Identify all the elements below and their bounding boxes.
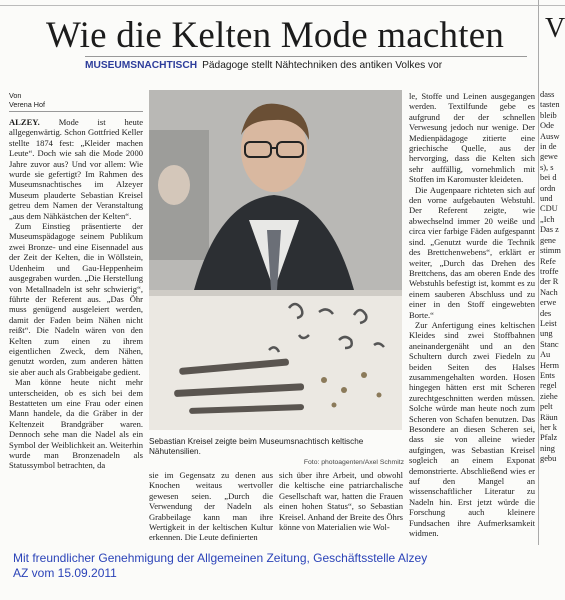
right-column-line: pelt [540, 402, 553, 412]
right-column-line: regel [540, 381, 557, 391]
photo-caption: Sebastian Kreisel zeigte beim Museumsnachtisch keltische Nähutensilien. [149, 437, 364, 456]
right-column-line: her k [540, 423, 557, 432]
right-column-line: erwe [540, 298, 557, 308]
paragraph-text: Mode ist heute allgegenwärtig. Schon Gottfried Keller stellte 1874 fest: „Kleider machen Leute“. Doch wie sah die Mode 2000 Jahre zuvor aus? Und vor allem: Wie wurde sie gefertigt? Im Rahmen des Museumsnachtisches im Alzeyer Museum plauderte Sebastian Kreisel getreu dem Namen der Veranstaltung „aus dem Nähkästchen der Kelten“. [9, 117, 143, 221]
kicker-rule [85, 56, 527, 57]
right-column-line: Räun [540, 412, 558, 422]
right-column-line: Refe [540, 256, 556, 266]
right-column-line: Pfalz [540, 433, 558, 443]
paragraph [9, 117, 143, 221]
byline [9, 91, 45, 109]
right-column-line: troffe [540, 266, 559, 276]
right-column-line: Leist [540, 318, 557, 328]
right-column-line: s), s [540, 162, 554, 172]
photo-credit: Foto: photoagenten/Axel Schmitz [303, 459, 404, 466]
right-column-line: Ents [540, 370, 555, 380]
photo-illustration [149, 90, 402, 430]
right-column-line: Ode [540, 121, 554, 131]
kicker [85, 60, 442, 71]
byline-name: Verena Hof [9, 100, 45, 109]
right-column-line: ordn [540, 183, 556, 193]
paragraph: sich über ihre Arbeit, und obwohl die keltische eine patriarchalische Gesellschaft war, hatten die Frauen einen hohen Status“, so Sebastian Kreisel. Anhand der Breite des Öhrs könne von Materialien wie Wol- [279, 470, 403, 533]
right-column-line: Stanc [540, 339, 559, 349]
article-column-4 [409, 91, 535, 547]
right-column-line: CDU [540, 204, 558, 214]
paragraph: Zum Einstieg präsentierte der Museumspädagoge seinem Publikum zwei Bronze- und eine Eisennadel aus der Zeit der Kelten, die in Wöllstein, Udenheim und Gau-Heppenheim ausgegraben wurden. „Die Herstellung von Metallnadeln ist sehr schwierig“, führte der Referent aus. „Das Öhr muss genügend ausgeleiert werden, damit der Faden beim Nähen nicht reißt“. Die Nadeln wären von den Kelten zum einen zu ihrem eigentlichen Zweck, dem Nähen, genutzt worden, zum anderen hätten sie aber auch als Grabbeigabe gedient. [9, 221, 143, 377]
right-column-fragment [540, 90, 565, 465]
right-column-line: Au [540, 350, 551, 360]
right-column-line: bei d [540, 173, 557, 183]
dateline: ALZEY. [9, 117, 40, 127]
right-column-line: tasten [540, 100, 560, 110]
right-column-line: des [540, 308, 552, 318]
right-column-line: ziehe [540, 391, 558, 401]
right-column-line: bleib [540, 110, 557, 120]
top-rule [0, 5, 565, 6]
paragraph: Die Augenpaare richteten sich auf den vorne aufgebauten Webstuhl. Der Referent zeigte, wie abwechselnd immer 20 weiße und circa vier farbige Fäden aufgespannt sind. „Genutzt wurde die Technik des Brettchenwebens“, erklärt er weiter, „Durch das Drehen des Brettchens, das am oberen Ende des Webstuhls befestigt ist, kommt es zu einem sauberen Abschluss und zu einer in den Stoff eingewebten Borte.“ [409, 184, 535, 320]
right-column-line: Nach [540, 287, 558, 297]
column-divider [538, 0, 539, 545]
article-column-2 [149, 470, 273, 550]
right-column-line: ung [540, 329, 553, 339]
footer-date: AZ vom 15.09.2011 [13, 566, 117, 580]
kicker-text: Pädagoge stellt Nähtechniken des antiken Volkes vor [202, 60, 443, 71]
right-column-line: Das z [540, 225, 559, 235]
right-column-line: und [540, 194, 553, 204]
right-column-line: „Ich [540, 214, 555, 224]
right-column-line: gewe [540, 152, 558, 162]
paragraph: le, Stoffe und Leinen ausgegangen werden. Textilfunde gebe es aufgrund der der schnellen Verwesung jedoch nur wenige. Der Medienpädagoge zitierte eine griechische Quelle, aus der hervorging, dass die Kelten sich sehr auffällig, vornehmlich mit Stoffen im Karomuster kleideten. [409, 91, 535, 185]
right-column-line: Ausw [540, 131, 560, 141]
kicker-label: MUSEUMSNACHTISCH [85, 60, 198, 71]
byline-rule [9, 111, 143, 112]
right-column-line: gene [540, 235, 556, 245]
right-headline-fragment: V [545, 13, 565, 44]
right-column-line: stimm [540, 246, 561, 256]
footer-permission: Mit freundlicher Genehmigung der Allgemeinen Zeitung, Geschäftsstelle Alzey [13, 551, 428, 565]
right-column-line: der R [540, 277, 559, 287]
paragraph: sie im Gegensatz zu denen aus Knochen weitaus wertvoller gewesen seien. „Durch die Verwendung der Nadeln als Grabbeilage kann man ihre Wertigkeit in der keltischen Kultur erkennen. Die Leute definierten [149, 470, 273, 543]
right-column-line: in de [540, 142, 557, 152]
right-column-line: Herm [540, 360, 560, 370]
right-column-line: ning [540, 443, 555, 453]
article-column-1 [9, 117, 143, 547]
right-column-line: gebu [540, 454, 557, 464]
headline: Wie die Kelten Mode machten [46, 15, 505, 56]
article-column-3 [279, 470, 403, 550]
article-photo [149, 90, 402, 430]
paragraph: Man könne heute nicht mehr unterscheiden, ob es sich bei dem Bestatteten um eine Frau oder einen Mann handele, da die Gräber in der Keltenzeit Brandgräber waren. Dennoch sehe man die Nadel als ein Symbol der Weiblichkeit an. Weiterhin wurde man Bronzenadeln als Statussymbol betrachten, da [9, 377, 143, 471]
paragraph: Zur Anfertigung eines keltischen Kleides sind zwei Stoffbahnen aneinandergenäht und an den Schultern durch zwei Fiedeln zu beiden Seiten des Halses zusammengehalten worden. Hosen hingegen hätten erst mit Scheren zurechtgeschnitten werden müssen. Solche würde man heute noch zum Scheren von Schafen benutzen. Das Besondere an diesen Scheren sei, dass sie von alleine wieder aufgingen, was Sebastian Kreisel sogleich an einem Exponat demonstrierte. Abschließend wies er auf den Mangel an wissenschaftlicher Literatur zu Nadeln hin. Erst jetzt würde die Forschung auch kleinere Fundsachen ihre Aufmerksamkeit widmen. [409, 319, 535, 539]
byline-prefix: Von [9, 91, 22, 100]
right-column-line: dass [540, 90, 555, 99]
